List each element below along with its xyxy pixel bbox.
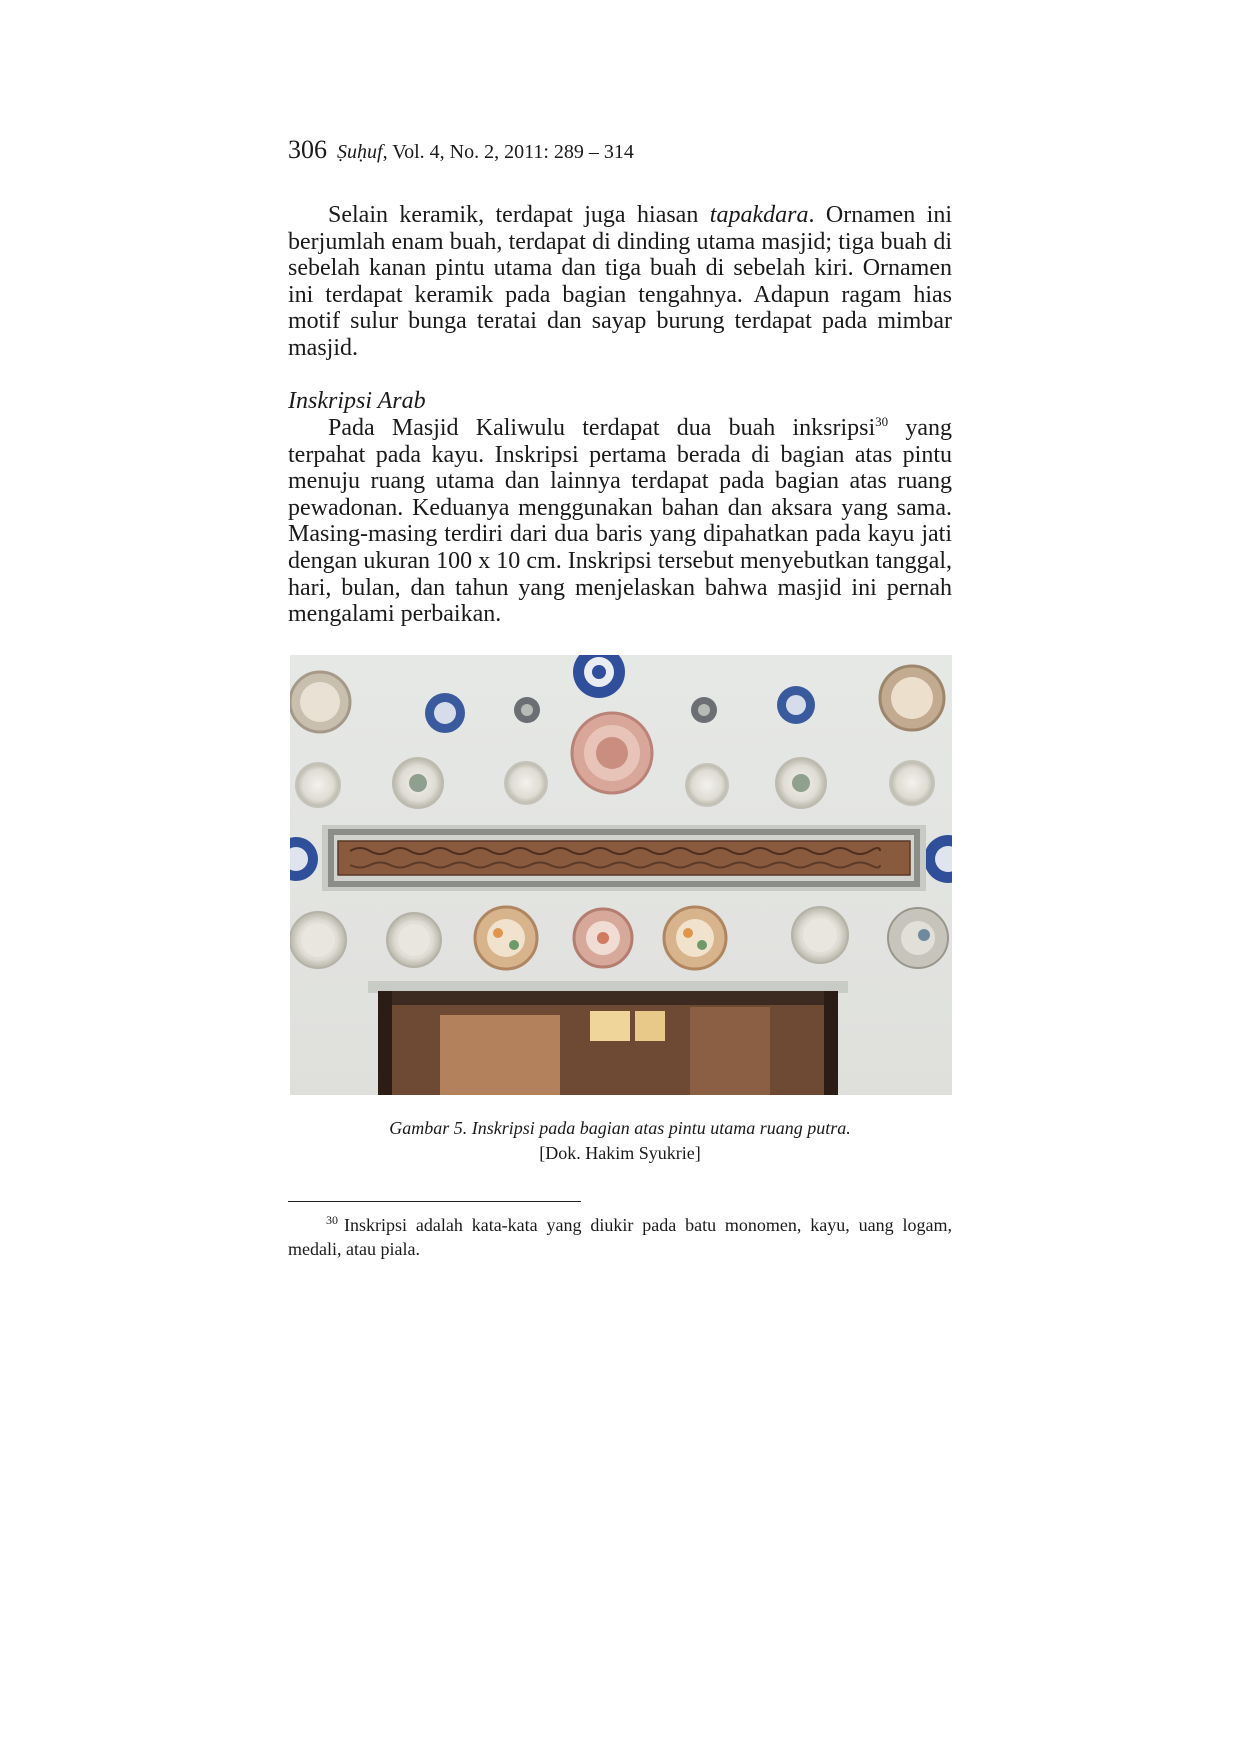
section-heading-inskripsi-arab: Inskripsi Arab xyxy=(288,388,426,414)
paragraph-inskripsi xyxy=(288,415,952,628)
running-head xyxy=(288,137,634,163)
figure-caption: Gambar 5. Inskripsi pada bagian atas pintu utama ruang putra. xyxy=(389,1118,851,1138)
footnote-divider xyxy=(288,1201,581,1202)
term-tapakdara: tapakdara xyxy=(709,202,809,228)
doorway xyxy=(368,981,848,1095)
paragraph-1-text-a: Selain keramik, terdapat juga hiasan xyxy=(328,202,710,228)
figure-photo-inscription xyxy=(290,655,952,1095)
journal-citation: , Vol. 4, No. 2, 2011: 289 – 314 xyxy=(382,141,634,163)
paragraph-2-text-a: Pada Masjid Kaliwulu terdapat dua buah inksripsi xyxy=(328,415,876,441)
figure-credit: [Dok. Hakim Syukrie] xyxy=(539,1143,701,1163)
paragraph-2-text-b: yang terpahat pada kayu. Inskripsi pertama berada di bagian atas pintu menuju ruang utama dan lainnya terdapat pada bagian atas ruang pewadonan. Keduanya menggunakan bahan dan aksara yang sama. Masing-masing terdiri dari dua baris yang dipahatkan pada kayu jati dengan ukuran 100 x 10 cm. Inskripsi tersebut menyebutkan tanggal, hari, bulan, dan tahun yang menjelaskan bahwa masjid ini pernah mengalami perbaikan. xyxy=(288,415,952,628)
paragraph-tapakdara xyxy=(288,202,952,362)
page-number: 306 xyxy=(288,135,327,164)
footnote-reference[interactable]: 30 xyxy=(875,414,889,429)
inscription-panel xyxy=(322,825,926,891)
journal-name: Ṣuḥuf xyxy=(337,141,383,163)
footnote-number: 30 xyxy=(326,1213,338,1227)
photo-illustration xyxy=(290,655,952,1095)
footnote-30 xyxy=(288,1213,952,1261)
paragraph-1-text-b: . Ornamen ini berjumlah enam buah, terdapat di dinding utama masjid; tiga buah di sebelah kanan pintu utama dan tiga buah di sebelah kiri. Ornamen ini terdapat keramik pada bagian tengahnya. Adapun ragam hias motif sulur bunga teratai dan sayap burung terdapat pada mimbar masjid. xyxy=(288,202,952,361)
footnote-text: Inskripsi adalah kata-kata yang diukir pada batu monomen, kayu, uang logam, medali, atau piala. xyxy=(288,1215,952,1259)
